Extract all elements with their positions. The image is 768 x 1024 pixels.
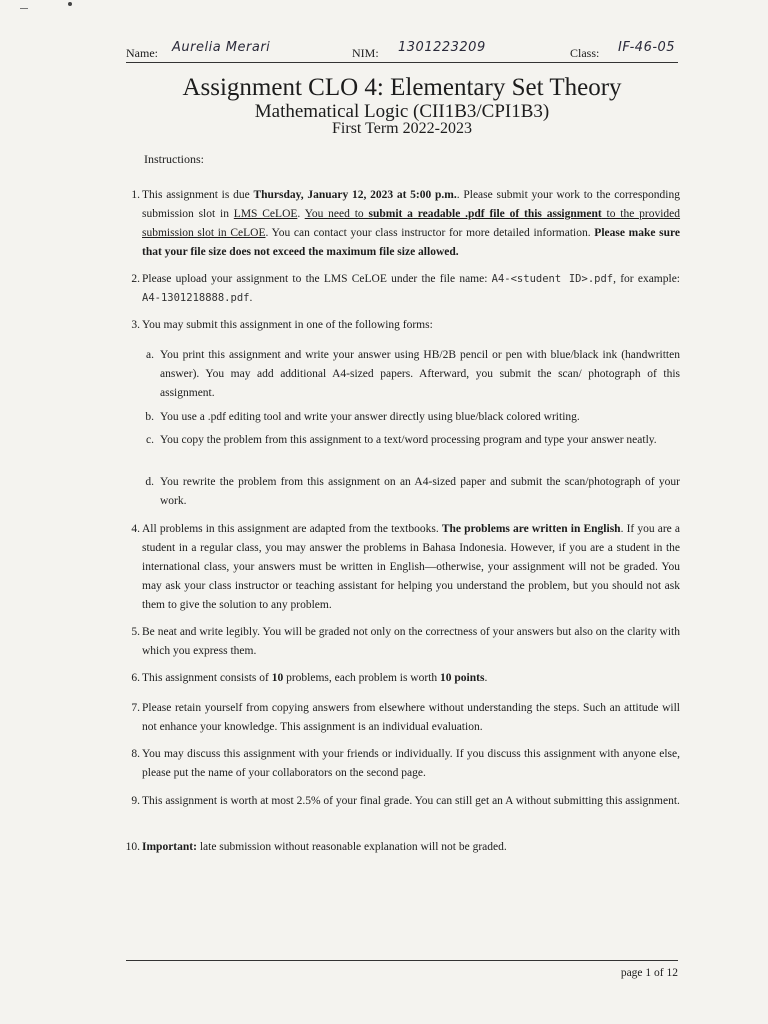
name-value: Aurelia Merari (172, 40, 271, 55)
text-run: . Please submit your work to the corresponding submission slot in (142, 189, 680, 220)
text-run: All problems in this assignment are adapted from the textbooks. (142, 523, 442, 535)
item-number: 7. (131, 702, 140, 714)
item-text: Be neat and write legibly. You will be graded not only on the correctness of your answers but also on the clarity with which you express them. (142, 626, 680, 657)
text-run: . If you are a student in a regular class, you may answer the problems in Bahasa Indonesia. However, if you are a student in the international class, your answers must be written in English—otherwise, your assignment will not be graded. You may ask your class instructor or teaching assistant for helping you understand the problem, but you should not ask them to give the solution to any problem. (142, 523, 680, 611)
sub-item (140, 408, 680, 427)
text-run: . You can contact your class instructor for more detailed information. (265, 227, 595, 239)
instruction-item (120, 316, 680, 335)
instructions-heading: Instructions: (144, 152, 204, 166)
sub-item-letter: c. (146, 434, 154, 446)
text-run: . (249, 292, 253, 304)
instruction-item (120, 792, 680, 811)
sub-item-text: You rewrite the problem from this assignment on an A4-sized paper and submit the scan/photograph of your work. (160, 476, 680, 507)
nim-label: NIM: (352, 46, 379, 60)
scan-artifact (20, 8, 28, 9)
page-number: page 1 of 12 (620, 967, 678, 979)
item-number: 9. (131, 795, 140, 807)
item-number: 4. (131, 523, 140, 535)
text-run: This assignment consists of (142, 672, 272, 684)
text-run: late submission without reasonable explanation will not be graded. (196, 841, 507, 853)
instruction-item (120, 270, 680, 308)
sub-item (140, 473, 680, 511)
instruction-item (120, 520, 680, 615)
file-size-warning: Please make sure that your file size does not exceed the maximum file size allowed. (142, 227, 681, 258)
text-run: Please upload your assignment to the LMS CeLOE under the file name: (142, 273, 492, 285)
instruction-item (120, 669, 680, 688)
sub-item-text: You print this assignment and write your answer using HB/2B pencil or pen with blue/black ink (handwritten answer). You may add additional A4-sized papers. Afterward, you submit the scan/ photograph of this assignment. (160, 349, 680, 399)
sub-item-text: You copy the problem from this assignment to a text/word processing program and type your answer neatly. (160, 434, 657, 446)
text-run: This assignment is due (142, 189, 254, 201)
due-date: Thursday, January 12, 2023 at 5:00 p.m. (253, 189, 457, 201)
item-number: 6. (131, 672, 140, 684)
sub-item (140, 346, 680, 403)
header-divider (126, 62, 678, 63)
class-value: IF-46-05 (618, 40, 676, 55)
nim-value: 1301223209 (398, 40, 486, 55)
item-text: Please retain yourself from copying answers from elsewhere without understanding the steps. Such an attitude will not enhance your knowledge. This assignment is an individual evaluation. (142, 702, 680, 733)
item-text (142, 669, 680, 688)
text-run: . (484, 672, 488, 684)
text-run: to the provided submission slot in CeLOE (142, 208, 681, 239)
item-text (142, 270, 680, 308)
item-text (142, 186, 680, 262)
file-name-pattern: A4-<student ID>.pdf (491, 273, 614, 285)
scan-artifact (68, 2, 72, 6)
sub-item-text: You use a .pdf editing tool and write your answer directly using blue/black colored writing. (160, 411, 580, 423)
term: First Term 2022-2023 (332, 120, 472, 137)
text-run: , for example: (613, 273, 680, 285)
file-name-example: A4-1301218888.pdf (142, 292, 250, 304)
assignment-title: Assignment CLO 4: Elementary Set Theory (182, 74, 622, 101)
instruction-item (120, 699, 680, 737)
points-per-problem: 10 points (440, 672, 485, 684)
item-text (142, 520, 680, 615)
instruction-item (120, 623, 680, 661)
language-note: The problems are written in English (441, 523, 621, 535)
instruction-item (120, 838, 680, 857)
item-text (142, 838, 680, 857)
item-number: 5. (131, 626, 140, 638)
lms-celoe-link: LMS CeLOE (233, 208, 298, 220)
item-number: 8. (131, 748, 140, 760)
item-number: 3. (131, 319, 140, 331)
class-label: Class: (570, 46, 600, 60)
item-text: This assignment is worth at most 2.5% of your final grade. You can still get an A without submitting this assignment. (142, 795, 680, 807)
sub-item (140, 431, 680, 450)
instruction-item (120, 745, 680, 783)
item-number: 1. (131, 189, 140, 201)
text-run: problems, each problem is worth (283, 672, 441, 684)
name-label: Name: (126, 46, 158, 60)
text-run: submit a readable .pdf file of this assignment (368, 208, 602, 220)
instruction-item (120, 186, 680, 262)
text-run: You need to (304, 208, 369, 220)
item-number: 2. (131, 273, 140, 285)
item-text: You may submit this assignment in one of the following forms: (142, 319, 433, 331)
sub-item-letter: b. (145, 411, 154, 423)
item-number: 10. (125, 841, 140, 853)
text-run: . (297, 208, 305, 220)
student-info-row (126, 40, 678, 62)
course-name: Mathematical Logic (CII1B3/CPI1B3) (254, 101, 550, 122)
sub-item-letter: a. (146, 349, 154, 361)
item-text: You may discuss this assignment with your friends or individually. If you discuss this assignment with anyone else, please put the name of your collaborators on the second page. (142, 748, 680, 779)
important-label: Important: (142, 841, 197, 853)
problem-count: 10 (271, 672, 284, 684)
footer-divider (126, 960, 678, 961)
sub-item-letter: d. (145, 476, 154, 488)
